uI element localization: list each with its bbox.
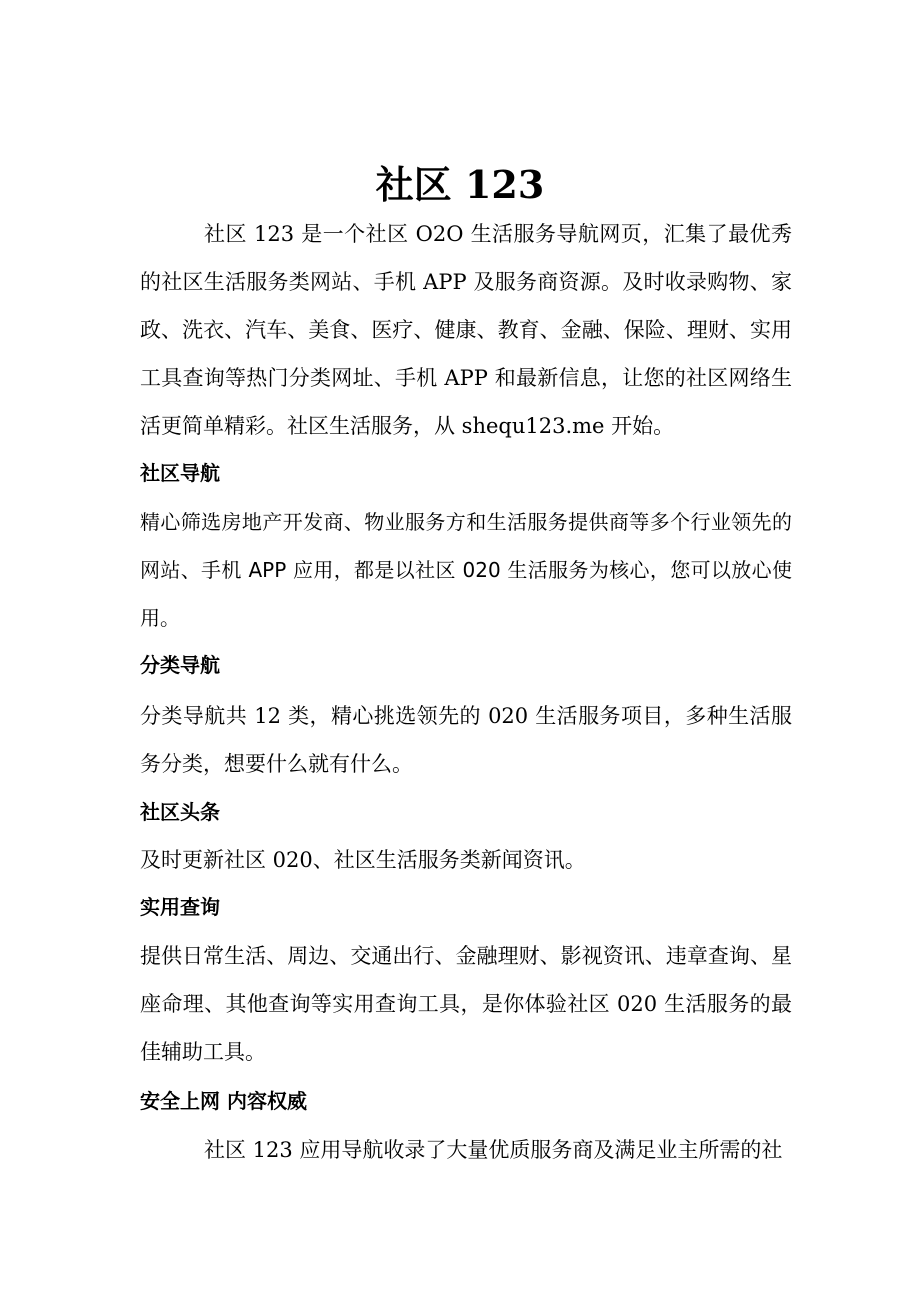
- section-heading-category-nav: 分类导航: [140, 653, 220, 677]
- document-title: 社区 123: [375, 162, 545, 207]
- section-body-community-headlines: 及时更新社区 020、社区生活服务类新闻资讯。: [140, 848, 586, 872]
- section-body-practical-query: 提供日常生活、周边、交通出行、金融理财、影视资讯、违章查询、星座命理、其他查询等实用查询工具，是你体验社区 020 生活服务的最佳辅助工具。: [140, 944, 792, 1064]
- section-heading-community-headlines: 社区头条: [140, 800, 220, 824]
- section-body-category-nav: 分类导航共 12 类，精心挑选领先的 020 生活服务项目，多种生活服务分类，想要什么就有什么。: [140, 704, 792, 776]
- section-heading-practical-query: 实用查询: [140, 895, 220, 919]
- intro-paragraph: 社区 123 是一个社区 O2O 生活服务导航网页，汇集了最优秀的社区生活服务类网站、手机 APP 及服务商资源。及时收录购物、家政、洗衣、汽车、美食、医疗、健康、教育、金融、保险、理财、实用工具查询等热门分类网址、手机 APP 和最新信息，让您的社区网络生活更简单精彩。社区生活服务，从 shequ123.me 开始。: [140, 222, 792, 438]
- section-body-safe-browsing: 社区 123 应用导航收录了大量优质服务商及满足业主所需的社: [204, 1138, 783, 1162]
- section-body-community-nav: 精心筛选房地产开发商、物业服务方和生活服务提供商等多个行业领先的网站、手机 APP 应用，都是以社区 020 生活服务为核心，您可以放心使用。: [140, 510, 792, 630]
- section-heading-community-nav: 社区导航: [140, 461, 220, 485]
- section-heading-safe-browsing: 安全上网 内容权威: [140, 1089, 307, 1113]
